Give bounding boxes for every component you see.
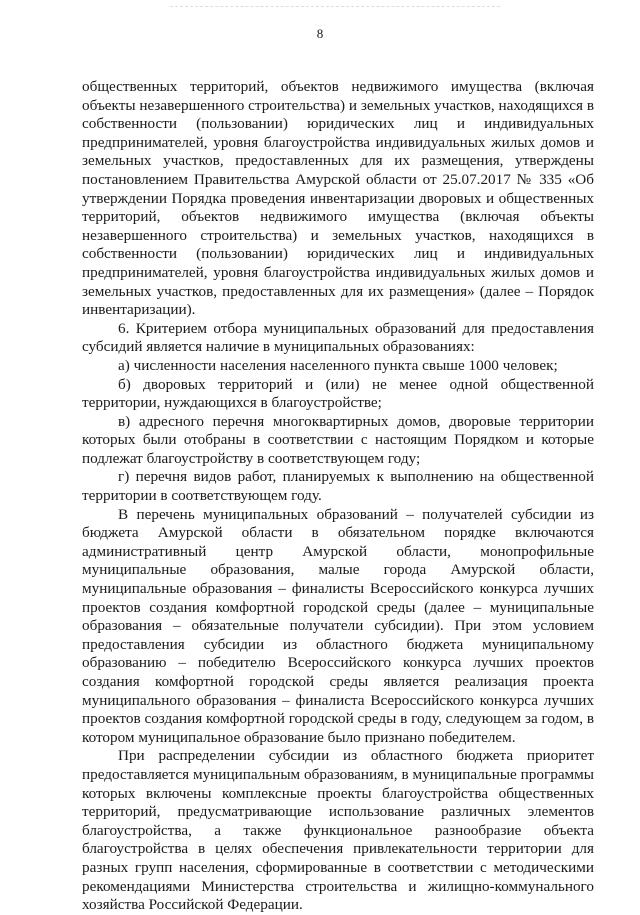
paragraph-6: г) перечня видов работ, планируемых к выполнению на общественной территории в соответствующем году. — [82, 468, 594, 505]
document-body — [82, 78, 594, 915]
paragraph-8: При распределении субсидии из областного бюджета приоритет предоставляется муниципальным образованиям, в муниципальные программы которых включены комплексные проекты благоустройства общественных территорий, предусматривающие использование различных элементов благоустройства, а также функциональное разнообразие объекта благоустройства в целях обеспечения привлекательности территории для разных групп населения, сформированные в соответствии с методическими рекомендациями Министерства строительства и жилищно-коммунального хозяйства Российской Федерации. — [82, 747, 594, 914]
paragraph-7: В перечень муниципальных образований – получателей субсидии из бюджета Амурской области в обязательном порядке включаются административный центр Амурской области, монопрофильные муниципальные образования, малые города Амурской области, муниципальные образования – финалисты Всероссийского конкурса лучших проектов создания комфортной городской среды (далее – муниципальные образования – обязательные получатели субсидии). При этом условием предоставления субсидии из областного бюджета муниципальному образованию – победителю Всероссийского конкурса лучших проектов создания комфортной городской среды является реализация проекта муниципального образования – финалиста Всероссийского конкурса лучших проектов создания комфортной городской среды в году, следующем за годом, в котором муниципальное образование было признано победителем. — [82, 505, 594, 746]
page-number: 8 — [316, 26, 324, 41]
paragraph-3: а) численности населения населенного пункта свыше 1000 человек; — [118, 356, 558, 374]
paragraph-2: 6. Критерием отбора муниципальных образований для предоставления субсидий является наличие в муниципальных образованиях: — [82, 319, 594, 356]
paragraph-5: в) адресного перечня многоквартирных домов, дворовые территории которых были отобраны в соответствии с настоящим Порядком и которые подлежат благоустройству в соответствующем году; — [82, 412, 594, 467]
paragraph-1: общественных территорий, объектов недвижимого имущества (включая объекты незавершенного строительства) и земельных участков, находящихся в собственности (пользовании) юридических лиц и индивидуальных предпринимателей, уровня благоустройства индивидуальных жилых домов и земельных участков, предоставленных для их размещения, утверждены постановлением Правительства Амурской области от 25.07.2017 № 335 «Об утверждении Порядка проведения инвентаризации дворовых и общественных территорий, объектов недвижимого имущества (включая объекты незавершенного строительства) и земельных участков, находящихся в собственности (пользовании) юридических лиц и индивидуальных предпринимателей, уровня благоустройства индивидуальных жилых домов и земельных участков, предоставленных для их размещения» (далее – Порядок инвентаризации). — [82, 78, 594, 319]
scan-artifact — [170, 6, 500, 13]
paragraph-4: б) дворовых территорий и (или) не менее одной общественной территории, нуждающихся в благоустройстве; — [82, 375, 594, 412]
